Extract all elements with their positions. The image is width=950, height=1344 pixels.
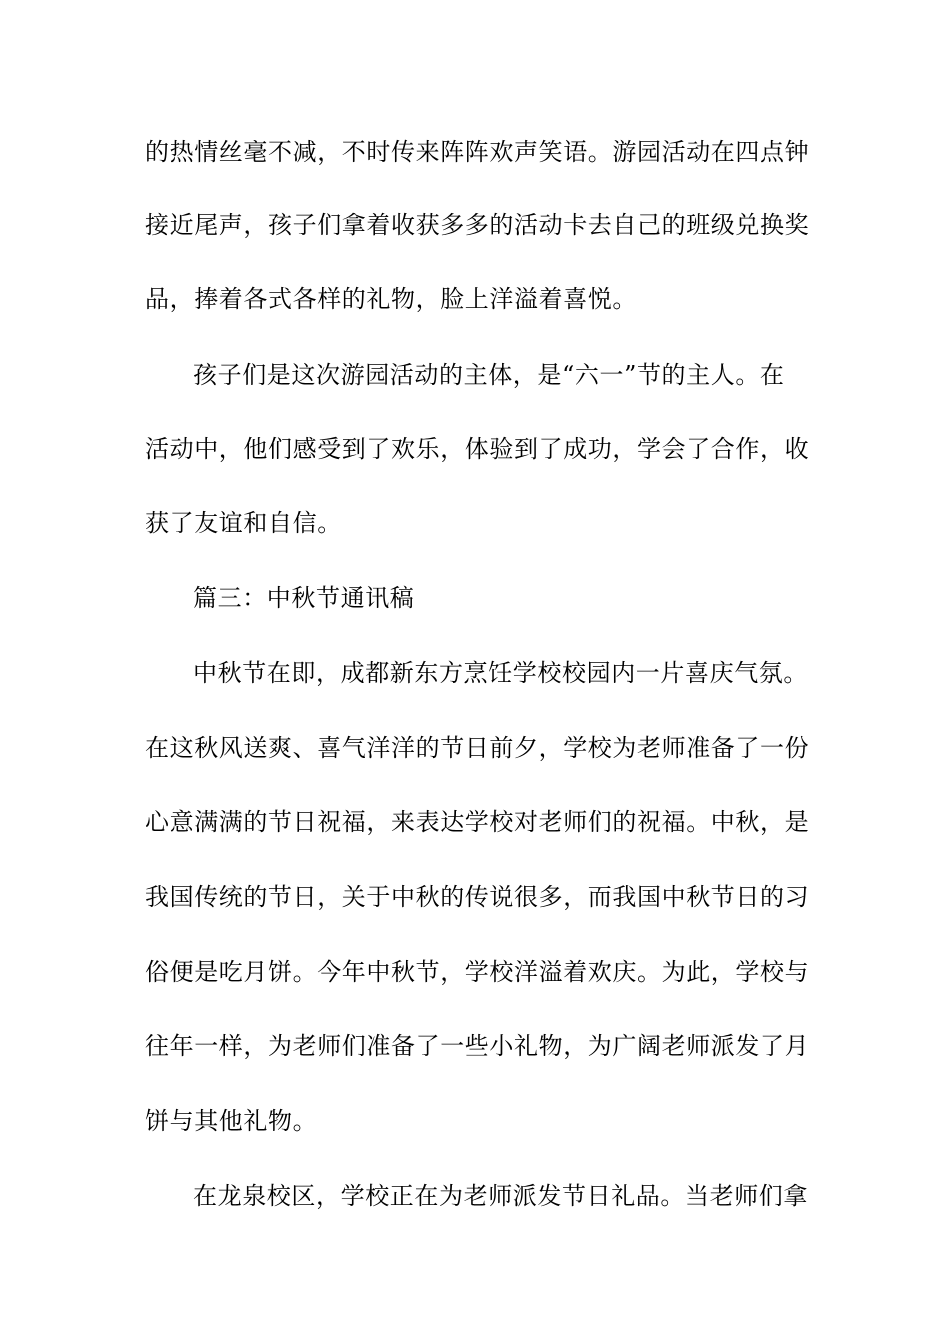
paragraph-line: 品，捧着各式各样的礼物，脸上洋溢着喜悦。 bbox=[145, 285, 637, 313]
paragraph-line: 在这秋风送爽、喜气洋洋的节日前夕，学校为老师准备了一份 bbox=[145, 734, 810, 762]
paragraph-line: 心意满满的节日祝福，来表达学校对老师们的祝福。中秋，是 bbox=[145, 808, 810, 836]
paragraph-line: 饼与其他礼物。 bbox=[145, 1107, 318, 1135]
paragraph-line: 中秋节在即，成都新东方烹饪学校校园内一片喜庆气氛。 bbox=[193, 659, 808, 687]
paragraph-line: 接近尾声，孩子们拿着收获多多的活动卡去自己的班级兑换奖 bbox=[145, 211, 810, 239]
paragraph-line: 我国传统的节日，关于中秋的传说很多，而我国中秋节日的习 bbox=[145, 883, 810, 911]
paragraph-line: 孩子们是这次游园活动的主体，是“六一”节的主人。在 bbox=[193, 361, 785, 389]
paragraph-line: 活动中，他们感受到了欢乐，体验到了成功，学会了合作，收 bbox=[145, 435, 810, 463]
section-heading: 篇三：中秋节通讯稿 bbox=[193, 584, 415, 612]
paragraph-line: 俗便是吃月饼。今年中秋节，学校洋溢着欢庆。为此，学校与 bbox=[145, 958, 810, 986]
paragraph-line: 往年一样，为老师们准备了一些小礼物，为广阔老师派发了月 bbox=[145, 1032, 810, 1060]
paragraph-line: 获了友谊和自信。 bbox=[145, 509, 342, 537]
paragraph-line: 的热情丝毫不减，不时传来阵阵欢声笑语。游园活动在四点钟 bbox=[145, 138, 810, 166]
paragraph-line: 在龙泉校区，学校正在为老师派发节日礼品。当老师们拿 bbox=[193, 1182, 808, 1210]
